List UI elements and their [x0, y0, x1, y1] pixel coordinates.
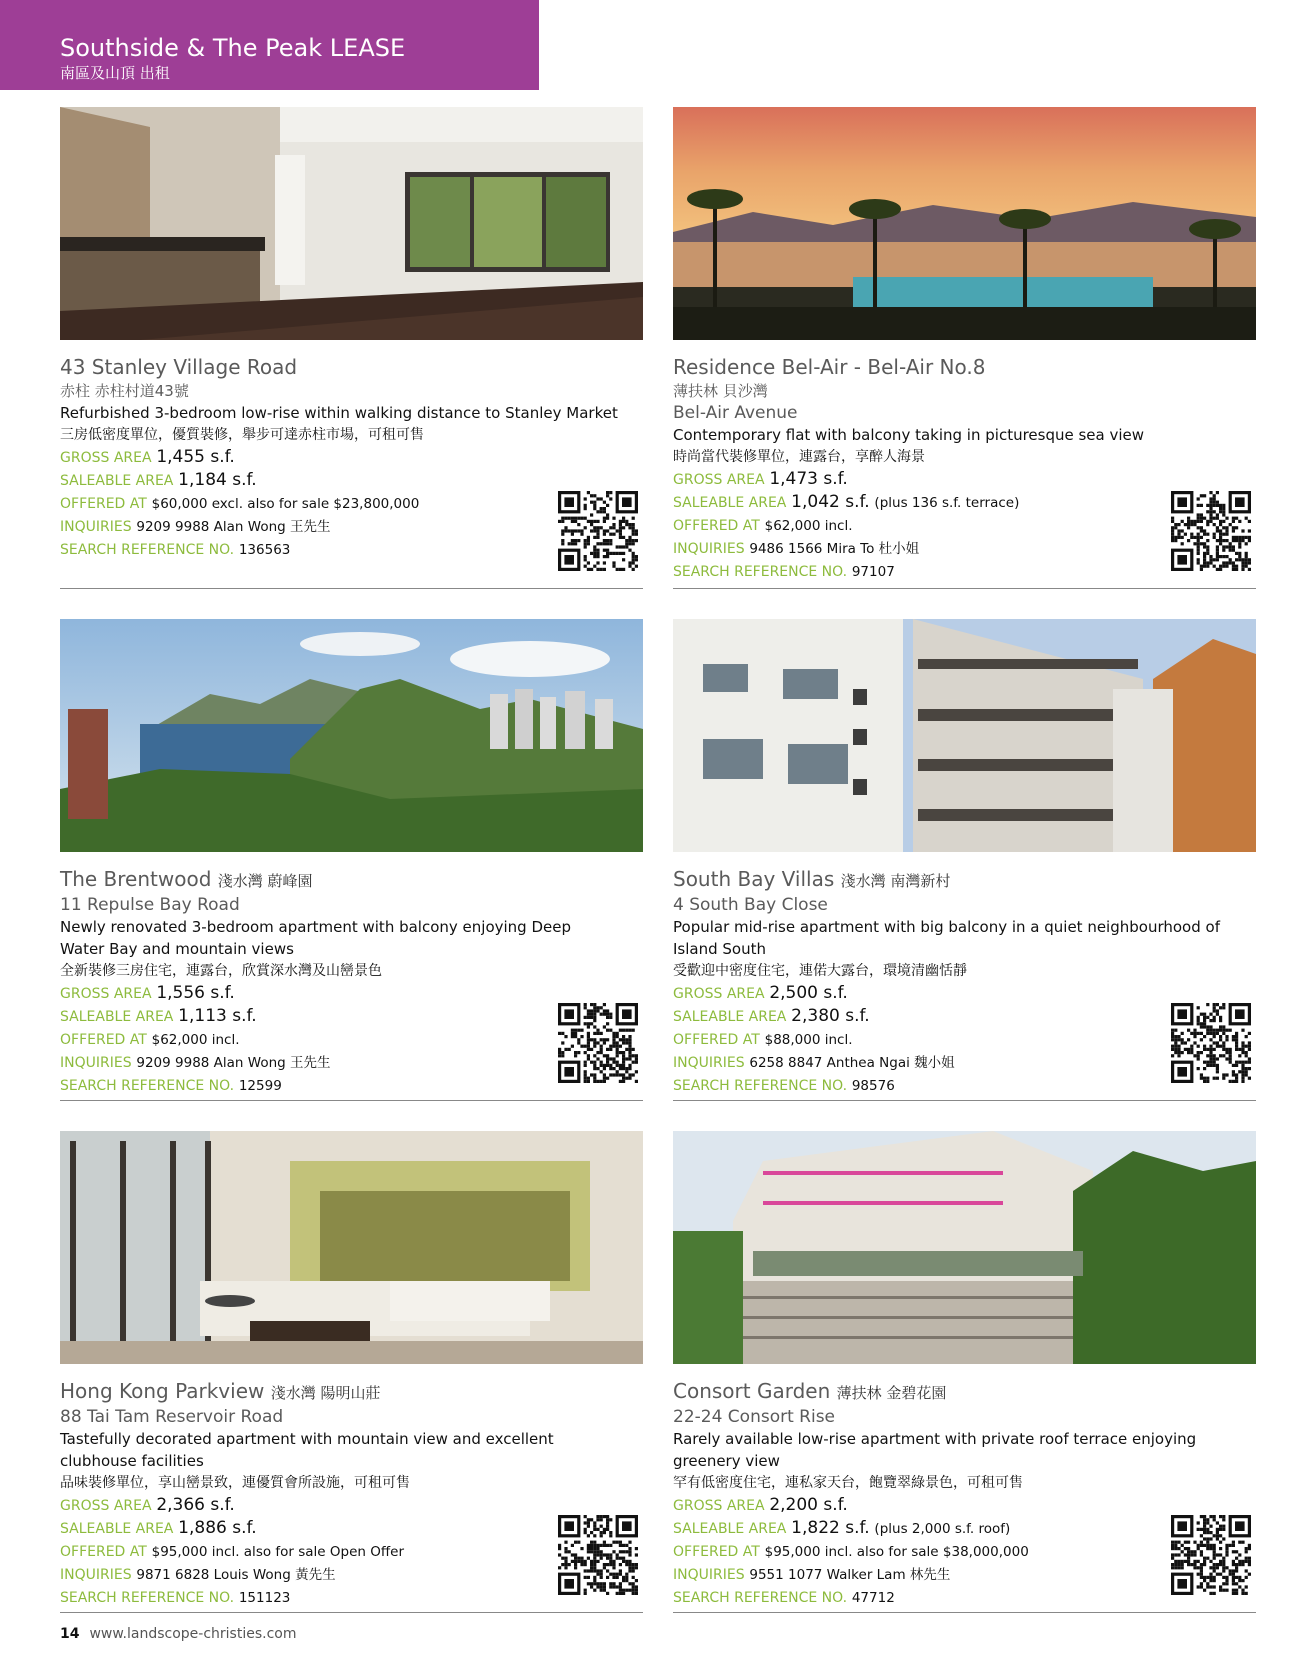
listing-photo-sunset[interactable] — [673, 107, 1256, 340]
listing-photo-building[interactable] — [673, 619, 1256, 852]
qr-code-icon[interactable] — [1171, 491, 1251, 571]
listing-title: Residence Bel-Air - Bel-Air No.8 — [673, 355, 986, 379]
divider — [60, 1100, 643, 1101]
page-number: 14 — [60, 1626, 80, 1642]
listing-description-zh: 三房低密度單位，優質裝修，舉步可達赤柱市場，可租可售 — [60, 427, 424, 443]
qr-code-icon[interactable] — [558, 1515, 638, 1595]
page-footer — [60, 1626, 296, 1642]
search-ref-value: 151123 — [238, 1590, 291, 1606]
listing-title: South Bay Villas — [673, 867, 835, 891]
listing-title: The Brentwood — [60, 867, 212, 891]
inquiries-value: 9209 9988 Alan Wong 王先生 — [136, 519, 331, 535]
listing-info — [673, 1378, 1256, 1609]
listing-info — [60, 1378, 643, 1609]
qr-code-icon[interactable] — [558, 491, 638, 571]
listing-location-zh: 赤柱 赤柱村道43號 — [60, 382, 189, 400]
search-ref-label: SEARCH REFERENCE NO. — [673, 564, 848, 580]
gross-area-value: 2,366 s.f. — [156, 1495, 235, 1515]
saleable-area-value: 1,184 s.f. — [178, 470, 257, 490]
section-header — [0, 0, 539, 90]
offered-at-value: $62,000 incl. — [151, 1032, 240, 1048]
section-title-zh: 南區及山頂 出租 — [60, 64, 170, 82]
offered-at-label: OFFERED AT — [60, 1544, 147, 1560]
saleable-area-label: SALEABLE AREA — [60, 1521, 174, 1537]
search-ref-value: 136563 — [238, 542, 291, 558]
listing-description-zh: 全新裝修三房住宅，連露台，欣賞深水灣及山巒景色 — [60, 963, 382, 979]
listing-description-zh: 時尚當代裝修單位，連露台，享醉人海景 — [673, 449, 925, 465]
qr-code-icon[interactable] — [558, 1003, 638, 1083]
search-ref-value: 98576 — [851, 1078, 895, 1094]
listing-address: Bel-Air Avenue — [673, 403, 798, 423]
saleable-area-label: SALEABLE AREA — [673, 1521, 787, 1537]
listing-title: Consort Garden — [673, 1379, 831, 1403]
inquiries-label: INQUIRIES — [673, 1055, 745, 1071]
inquiries-label: INQUIRIES — [673, 541, 745, 557]
offered-at-label: OFFERED AT — [673, 1032, 760, 1048]
listing-description-zh: 品味裝修單位，享山巒景致，連優質會所設施，可租可售 — [60, 1475, 410, 1491]
search-ref-value: 97107 — [851, 564, 895, 580]
saleable-area-value: 2,380 s.f. — [791, 1006, 870, 1026]
section-title: Southside & The Peak LEASE — [60, 34, 406, 62]
divider — [673, 1612, 1256, 1613]
listing-photo-bay[interactable] — [60, 619, 643, 852]
listing-photo-exterior[interactable] — [673, 1131, 1256, 1364]
listing-description: Rarely available low-rise apartment with private roof terrace enjoying greenery view — [673, 1430, 1197, 1470]
inquiries-value: 9209 9988 Alan Wong 王先生 — [136, 1055, 331, 1071]
gross-area-value: 1,556 s.f. — [156, 983, 235, 1003]
search-ref-label: SEARCH REFERENCE NO. — [673, 1078, 848, 1094]
inquiries-value: 9871 6828 Louis Wong 黃先生 — [136, 1567, 336, 1583]
listing-description: Contemporary flat with balcony taking in picturesque sea view — [673, 426, 1145, 444]
listing-info — [60, 354, 643, 561]
listing-info — [60, 866, 643, 1097]
listing-title-zh: 淺水灣 南灣新村 — [840, 872, 951, 890]
listing-address: 88 Tai Tam Reservoir Road — [60, 1407, 284, 1427]
listing-description-zh: 受歡迎中密度住宅，連偌大露台，環境清幽恬靜 — [673, 963, 967, 979]
inquiries-value: 9551 1077 Walker Lam 林先生 — [749, 1567, 951, 1583]
listing-description: Refurbished 3-bedroom low-rise within walking distance to Stanley Market — [60, 404, 618, 422]
offered-at-label: OFFERED AT — [673, 1544, 760, 1560]
listing-photo-living-room[interactable] — [60, 1131, 643, 1364]
divider — [673, 588, 1256, 589]
listing-photo-interior[interactable] — [60, 107, 643, 340]
gross-area-label: GROSS AREA — [673, 472, 765, 488]
offered-at-value: $95,000 incl. also for sale $38,000,000 — [764, 1544, 1029, 1560]
qr-code-icon[interactable] — [1171, 1515, 1251, 1595]
offered-at-value: $62,000 incl. — [764, 518, 853, 534]
listing-title-zh: 薄扶林 金碧花園 — [836, 1384, 947, 1402]
search-ref-label: SEARCH REFERENCE NO. — [60, 542, 235, 558]
divider — [60, 588, 643, 589]
offered-at-label: OFFERED AT — [60, 1032, 147, 1048]
gross-area-label: GROSS AREA — [60, 450, 152, 466]
qr-code-icon[interactable] — [1171, 1003, 1251, 1083]
listing-location-zh: 薄扶林 貝沙灣 — [673, 382, 768, 400]
search-ref-label: SEARCH REFERENCE NO. — [673, 1590, 848, 1606]
listing-description: Tastefully decorated apartment with mountain view and excellent clubhouse facilities — [60, 1430, 554, 1470]
listing-title-zh: 淺水灣 陽明山莊 — [270, 1384, 381, 1402]
inquiries-value: 6258 8847 Anthea Ngai 魏小姐 — [749, 1055, 955, 1071]
gross-area-value: 1,473 s.f. — [769, 469, 848, 489]
saleable-area-label: SALEABLE AREA — [673, 1009, 787, 1025]
gross-area-label: GROSS AREA — [60, 986, 152, 1002]
search-ref-value: 47712 — [851, 1590, 895, 1606]
inquiries-label: INQUIRIES — [673, 1567, 745, 1583]
listing-info — [673, 354, 1256, 583]
inquiries-value: 9486 1566 Mira To 杜小姐 — [749, 541, 920, 557]
search-ref-label: SEARCH REFERENCE NO. — [60, 1590, 235, 1606]
saleable-area-value: 1,042 s.f. — [791, 492, 870, 512]
gross-area-label: GROSS AREA — [673, 986, 765, 1002]
listing-address: 4 South Bay Close — [673, 895, 828, 915]
offered-at-value: $95,000 incl. also for sale Open Offer — [151, 1544, 405, 1560]
search-ref-label: SEARCH REFERENCE NO. — [60, 1078, 235, 1094]
offered-at-value: $60,000 excl. also for sale $23,800,000 — [151, 496, 420, 512]
search-ref-value: 12599 — [238, 1078, 282, 1094]
saleable-area-note: (plus 136 s.f. terrace) — [874, 495, 1020, 511]
saleable-area-label: SALEABLE AREA — [673, 495, 787, 511]
gross-area-label: GROSS AREA — [673, 1498, 765, 1514]
offered-at-value: $88,000 incl. — [764, 1032, 853, 1048]
divider — [673, 1100, 1256, 1101]
inquiries-label: INQUIRIES — [60, 519, 132, 535]
listing-title: Hong Kong Parkview — [60, 1379, 265, 1403]
listing-title: 43 Stanley Village Road — [60, 355, 298, 379]
saleable-area-value: 1,822 s.f. — [791, 1518, 870, 1538]
divider — [60, 1612, 643, 1613]
listing-description: Popular mid-rise apartment with big balcony in a quiet neighbourhood of Island South — [673, 918, 1220, 958]
gross-area-value: 2,200 s.f. — [769, 1495, 848, 1515]
listing-title-row — [60, 1378, 643, 1406]
listing-description-zh: 罕有低密度住宅，連私家天台，飽覽翠綠景色，可租可售 — [673, 1475, 1023, 1491]
listing-description: Newly renovated 3-bedroom apartment with balcony enjoying Deep Water Bay and mountain views — [60, 918, 571, 958]
gross-area-label: GROSS AREA — [60, 1498, 152, 1514]
listing-address: 11 Repulse Bay Road — [60, 895, 240, 915]
saleable-area-label: SALEABLE AREA — [60, 1009, 174, 1025]
saleable-area-label: SALEABLE AREA — [60, 473, 174, 489]
listing-title-row — [60, 866, 643, 894]
listing-info — [673, 866, 1256, 1097]
listing-address: 22-24 Consort Rise — [673, 1407, 836, 1427]
gross-area-value: 1,455 s.f. — [156, 447, 235, 467]
saleable-area-note: (plus 2,000 s.f. roof) — [874, 1521, 1011, 1537]
saleable-area-value: 1,886 s.f. — [178, 1518, 257, 1538]
listing-title-row — [673, 1378, 1256, 1406]
offered-at-label: OFFERED AT — [60, 496, 147, 512]
offered-at-label: OFFERED AT — [673, 518, 760, 534]
listing-title-row — [673, 866, 1256, 894]
footer-url[interactable]: www.landscope-christies.com — [89, 1626, 297, 1642]
inquiries-label: INQUIRIES — [60, 1567, 132, 1583]
gross-area-value: 2,500 s.f. — [769, 983, 848, 1003]
listing-title-zh: 淺水灣 蔚峰園 — [217, 872, 313, 890]
saleable-area-value: 1,113 s.f. — [178, 1006, 257, 1026]
inquiries-label: INQUIRIES — [60, 1055, 132, 1071]
